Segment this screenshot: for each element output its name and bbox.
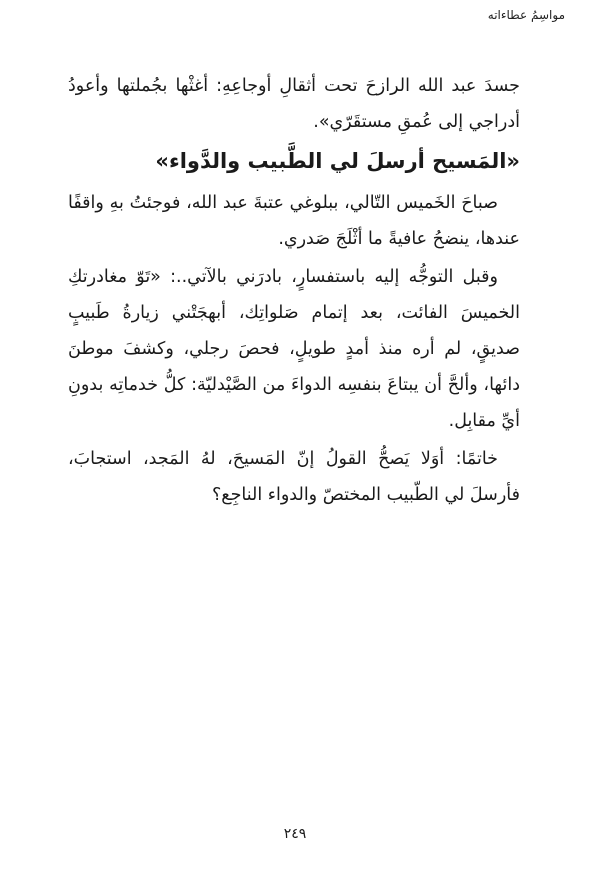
paragraph-3: وقبل التوجُّه إليه باستفسارٍ، بادرَني بالآتي..: «تَوّ مغادرتكِ الخميسَ الفائت، بعد إتمام صَلواتِك، أبهجَتْني زيارةُ طَبيبٍ صديقٍ، لم أره منذ أمدٍ طويلٍ، فحصَ رجلي، وكشفَ موطنَ دائها، وألحَّ أن يبتاعَ بنفسِه الدواءَ من الصَّيْدليّة: كلُّ خدماتِه بدونِ أيِّ مقابِل.: [68, 267, 520, 431]
paragraph-1: جسدَ عبد الله الرازحَ تحت أثقالِ أوجاعِهِ: أغثْها بجُملتها وأعودُ أدراجي إلى عُمقِ مستقَرّي».: [68, 76, 520, 132]
paragraph-4: خاتمًا: أوَلا يَصحُّ القولُ إنّ المَسيحَ، لهُ المَجد، استجابَ، فأرسلَ لي الطّبيب المختصّ والدواء الناجِع؟: [68, 449, 520, 505]
body-text: [68, 68, 520, 513]
section-heading: «المَسيح أرسلَ لي الطَّبيب والدَّواء»: [155, 149, 520, 173]
page-number: ٢٤٩: [283, 826, 307, 842]
running-header: مواسِمُ عطاءاته: [487, 8, 565, 22]
paragraph-2: صباحَ الخَميس التّالي، ببلوغي عتبةَ عبد الله، فوجئتُ بهِ واقفًا عندها، ينضحُ عافيةً ما أثْلَجَ صَدري.: [68, 193, 520, 249]
